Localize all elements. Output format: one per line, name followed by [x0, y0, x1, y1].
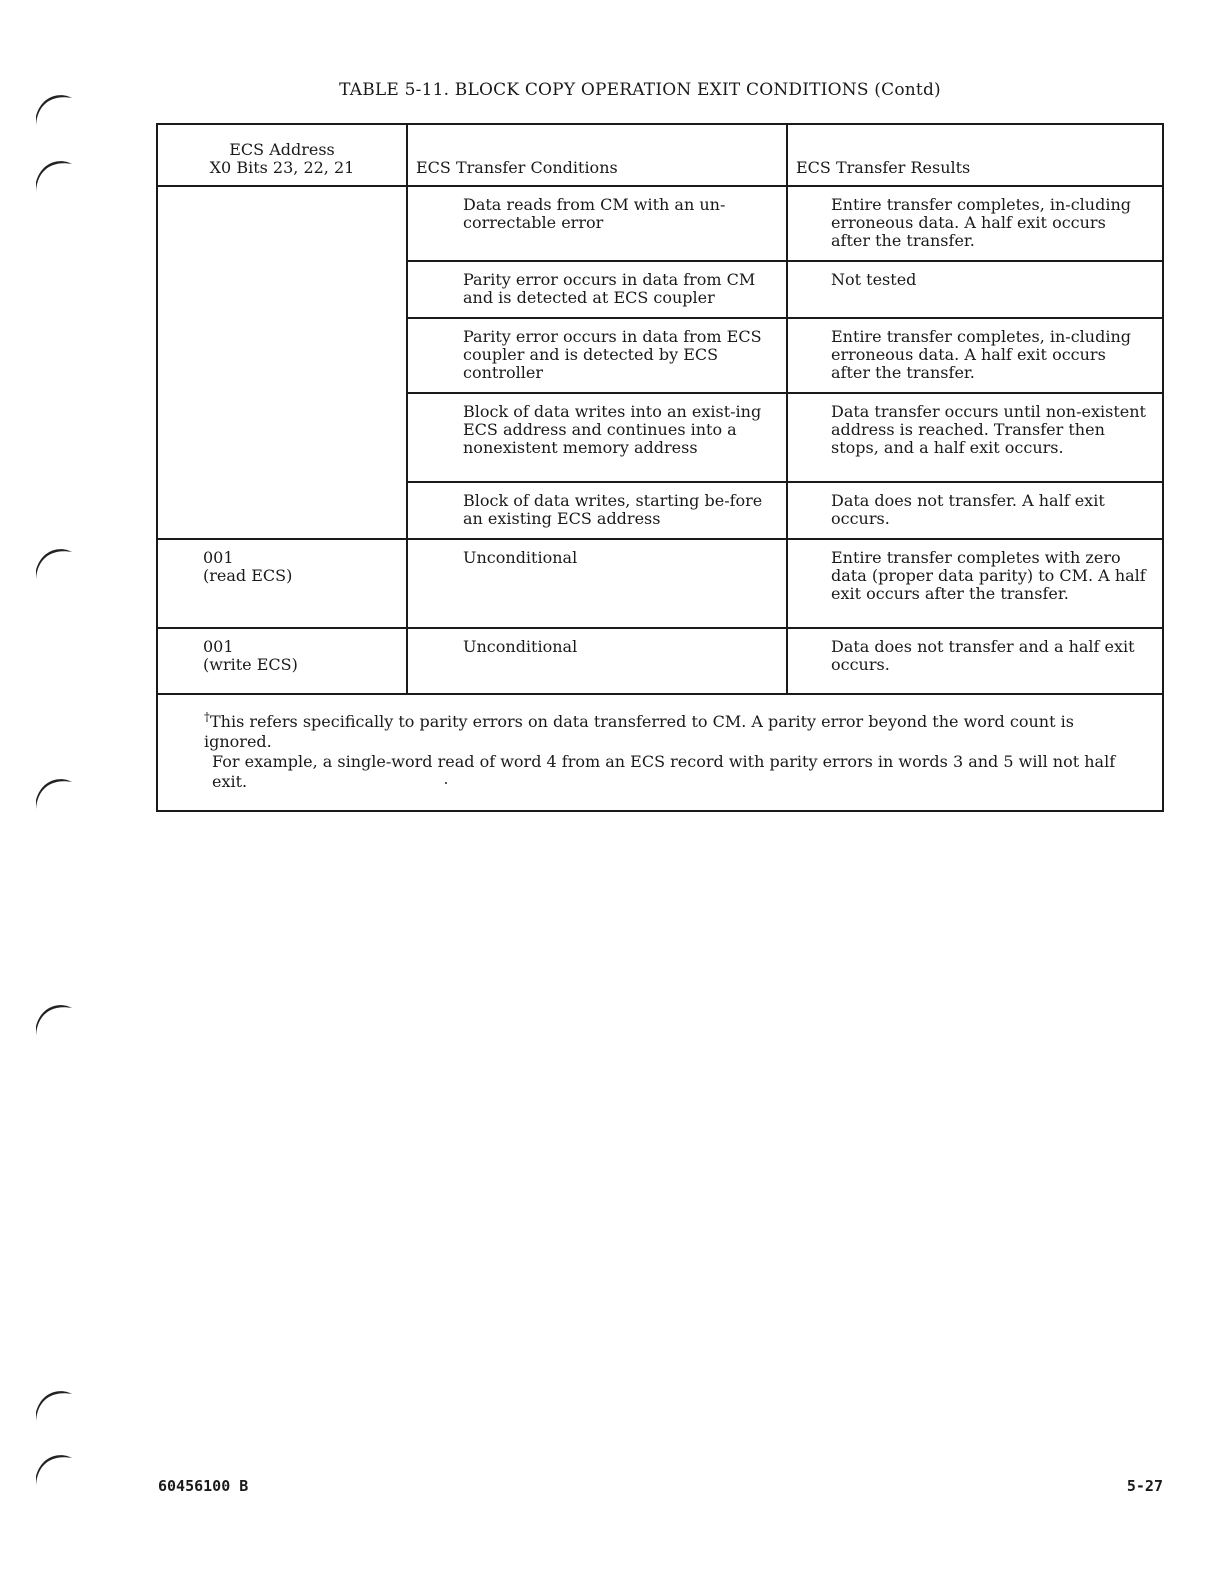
header-transfer-conditions: ECS Transfer Conditions: [407, 124, 787, 186]
address-cell: [157, 628, 407, 694]
result-cell: Not tested: [787, 261, 1163, 318]
condition-cell: Unconditional: [407, 628, 787, 694]
condition-cell: Parity error occurs in data from ECS coupler and is detected by ECS controller: [407, 318, 787, 393]
header-ecs-address: [157, 124, 407, 186]
result-cell: Entire transfer completes with zero data (proper data parity) to CM. A half exit occurs after the transfer.: [787, 539, 1163, 628]
footnote-line2: For example, a single-word read of word 4 from an ECS record with parity errors in words 3 and 5 will not half exit.: [212, 752, 1116, 791]
footnote-line1: [204, 707, 1142, 752]
address-value: 001: [203, 548, 234, 567]
result-cell: Entire transfer completes, in-cluding erroneous data. A half exit occurs after the transfer.: [787, 186, 1163, 261]
address-mode: (read ECS): [203, 566, 293, 585]
address-mode: (write ECS): [203, 655, 298, 674]
table-header-row: [157, 124, 1163, 186]
result-cell: Data does not transfer. A half exit occurs.: [787, 482, 1163, 539]
page-number: 5-27: [1126, 1477, 1163, 1495]
binder-hole-icon: [32, 996, 76, 1040]
exit-conditions-table: [156, 123, 1164, 812]
condition-cell: Unconditional: [407, 539, 787, 628]
address-value: 001: [203, 637, 234, 656]
footnote-text1: This refers specifically to parity errors on data transferred to CM. A parity error beyond the word count is ignored.: [204, 712, 1074, 751]
result-cell: Entire transfer completes, in-cluding erroneous data. A half exit occurs after the transfer.: [787, 318, 1163, 393]
footnote-row: [157, 694, 1163, 811]
condition-cell: Block of data writes into an exist-ing ECS address and continues into a nonexistent memory address: [407, 393, 787, 482]
header-address-line1: ECS Address: [229, 140, 335, 159]
table-row: [157, 186, 1163, 261]
address-cell-empty: [157, 186, 407, 539]
address-cell: [157, 539, 407, 628]
footnote: [157, 694, 1163, 811]
condition-cell: Block of data writes, starting be-fore an existing ECS address: [407, 482, 787, 539]
header-address-line2: X0 Bits 23, 22, 21: [209, 158, 355, 177]
dagger-mark: †: [204, 710, 210, 724]
table-row: [157, 539, 1163, 628]
table-title: TABLE 5-11. BLOCK COPY OPERATION EXIT CONDITIONS (Contd): [339, 80, 941, 100]
binder-hole-icon: [32, 540, 76, 584]
result-cell: Data does not transfer and a half exit occurs.: [787, 628, 1163, 694]
condition-cell: Data reads from CM with an un-correctable error: [407, 186, 787, 261]
condition-cell: Parity error occurs in data from CM and is detected at ECS coupler: [407, 261, 787, 318]
binder-hole-icon: [32, 770, 76, 814]
binder-hole-icon: [32, 1382, 76, 1426]
result-cell: Data transfer occurs until non-existent address is reached. Transfer then stops, and a half exit occurs.: [787, 393, 1163, 482]
header-transfer-results: ECS Transfer Results: [787, 124, 1163, 186]
table-row: [157, 628, 1163, 694]
binder-hole-icon: [32, 1446, 76, 1490]
document-number: 60456100 B: [158, 1477, 249, 1495]
scan-speck: [445, 782, 447, 784]
binder-hole-icon: [32, 152, 76, 196]
